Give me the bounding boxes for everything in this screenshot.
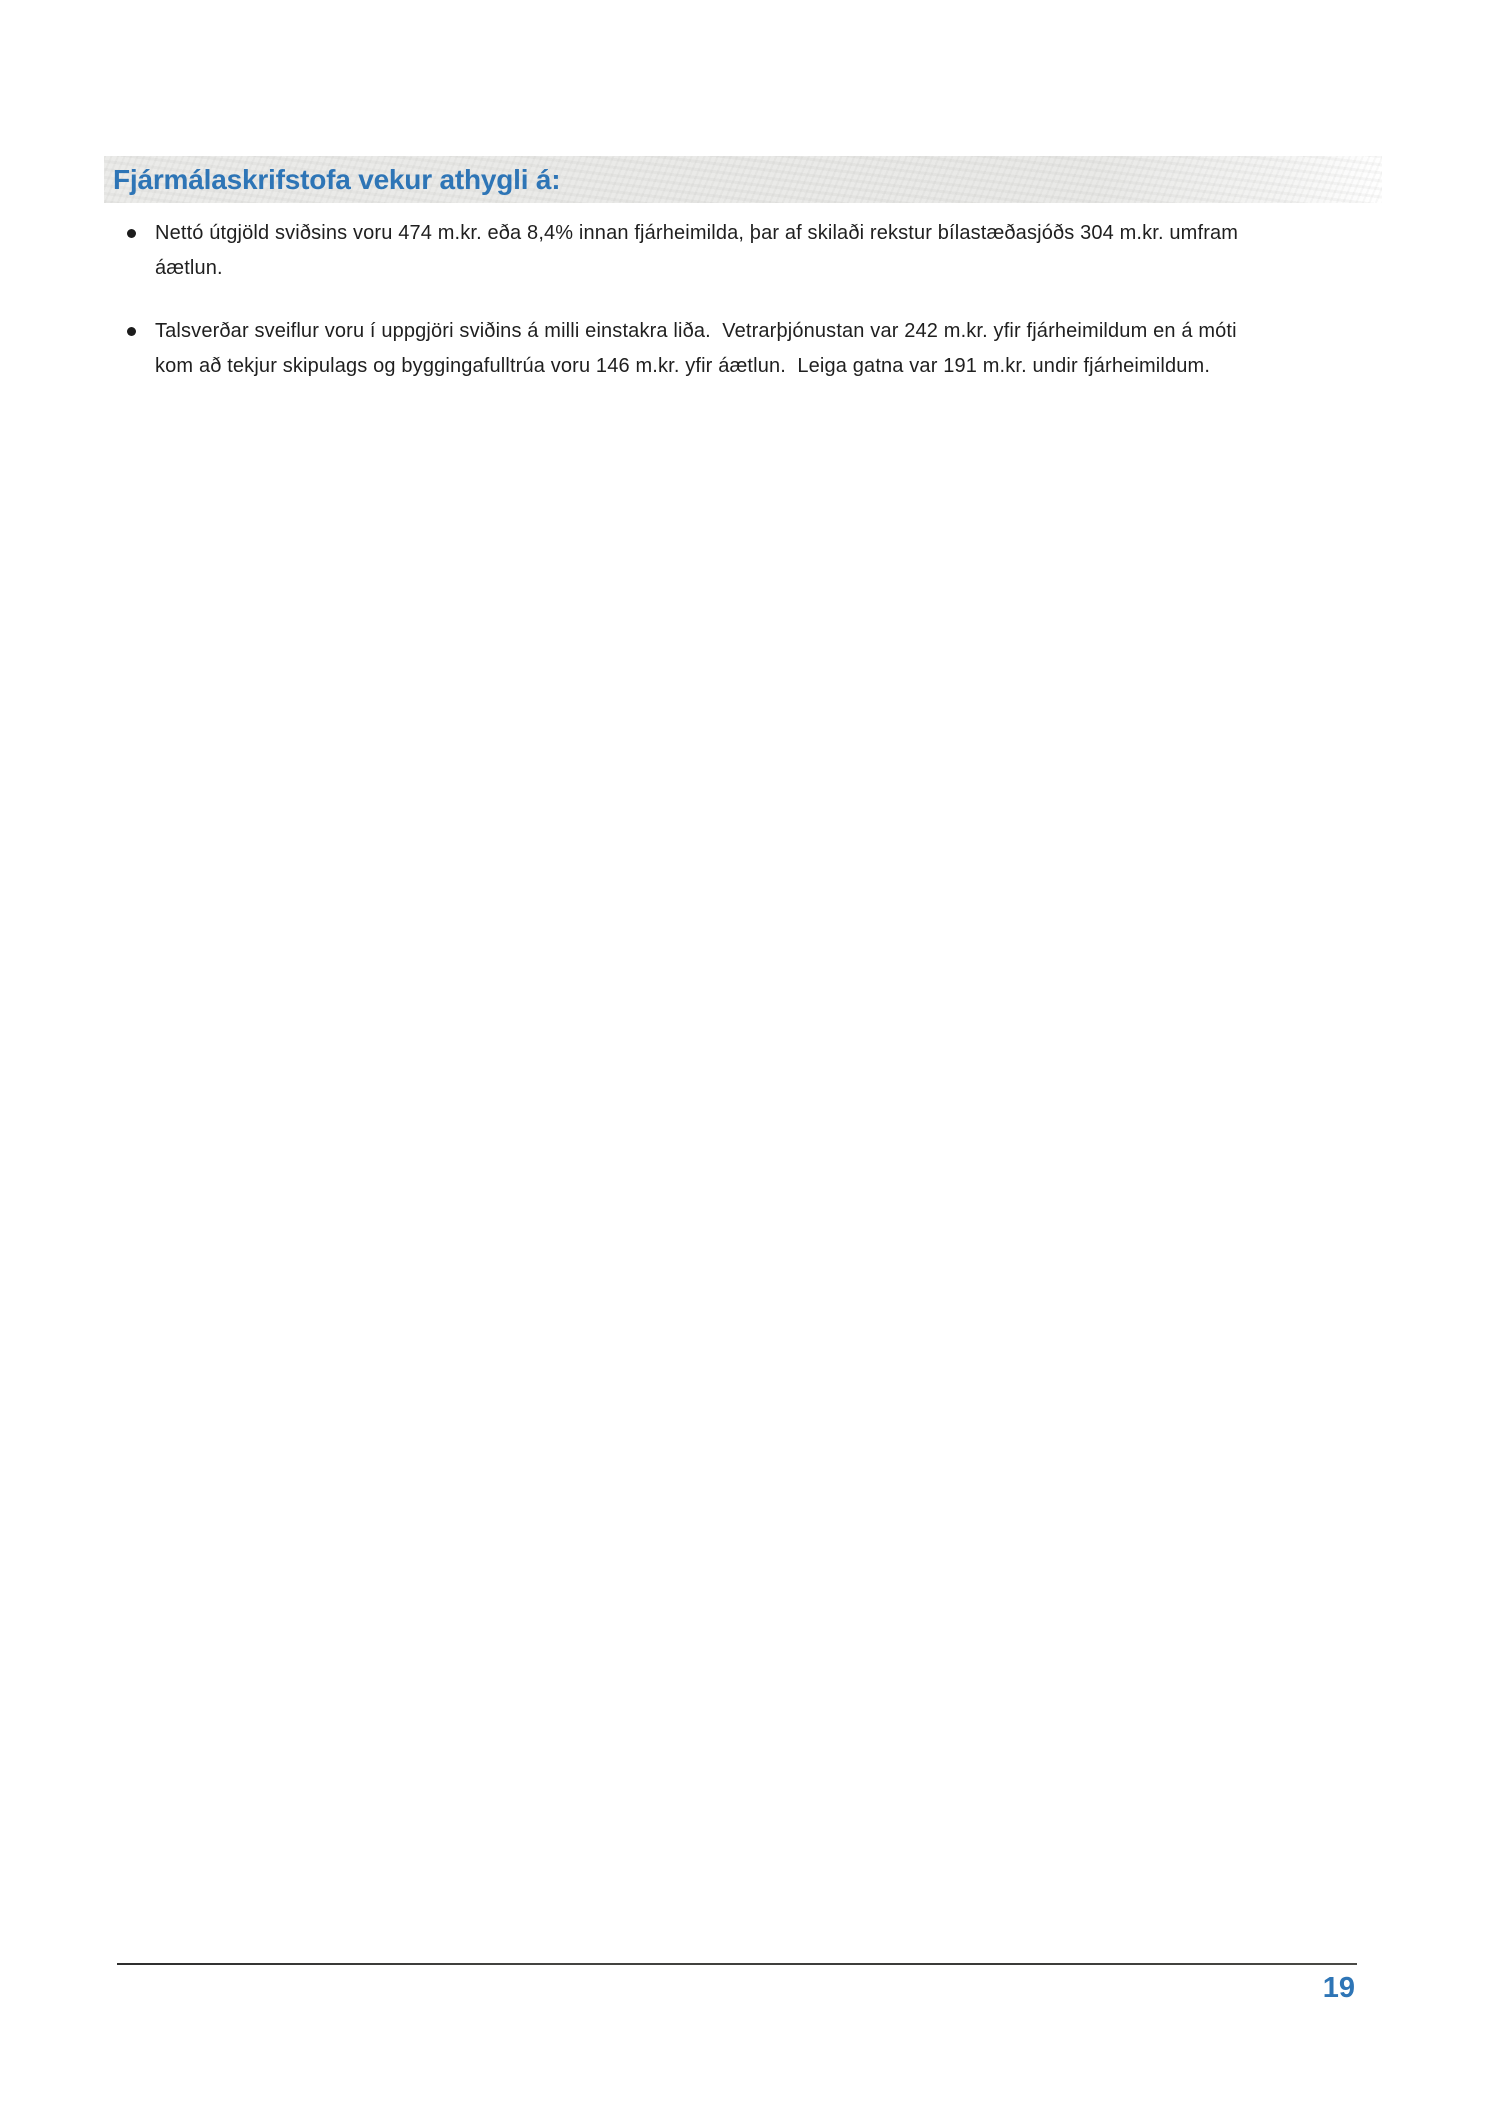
footer-divider [117, 1963, 1357, 1965]
list-item [113, 314, 1363, 384]
bullet-icon [127, 229, 136, 238]
list-item-text [155, 216, 1363, 286]
bullet-marker [113, 216, 155, 251]
list-item [113, 216, 1363, 286]
list-item-line: Nettó útgjöld sviðsins voru 474 m.kr. eða 8,4% innan fjárheimilda, þar af skilaði rekstur bílastæðasjóðs 304 m.kr. umfram [155, 222, 1239, 244]
bullet-icon [127, 327, 136, 336]
page-number: 19 [1322, 1972, 1355, 2004]
list-item-line: Talsverðar sveiflur voru í uppgjöri sviðins á milli einstakra liða. Vetrarþjónustan var 242 m.kr. yfir fjárheimildum en á móti [155, 320, 1237, 342]
section-heading: Fjármálaskrifstofa vekur athygli á: [113, 164, 561, 195]
bullet-marker [113, 314, 155, 349]
list-item-line: kom að tekjur skipulags og byggingafulltrúa voru 146 m.kr. yfir áætlun. Leiga gatna var 191 m.kr. undir fjárheimildum. [155, 355, 1211, 377]
heading-scan-band [104, 156, 1382, 203]
bullet-list [113, 216, 1363, 412]
list-item-text [155, 314, 1363, 384]
list-item-line: áætlun. [155, 257, 223, 279]
